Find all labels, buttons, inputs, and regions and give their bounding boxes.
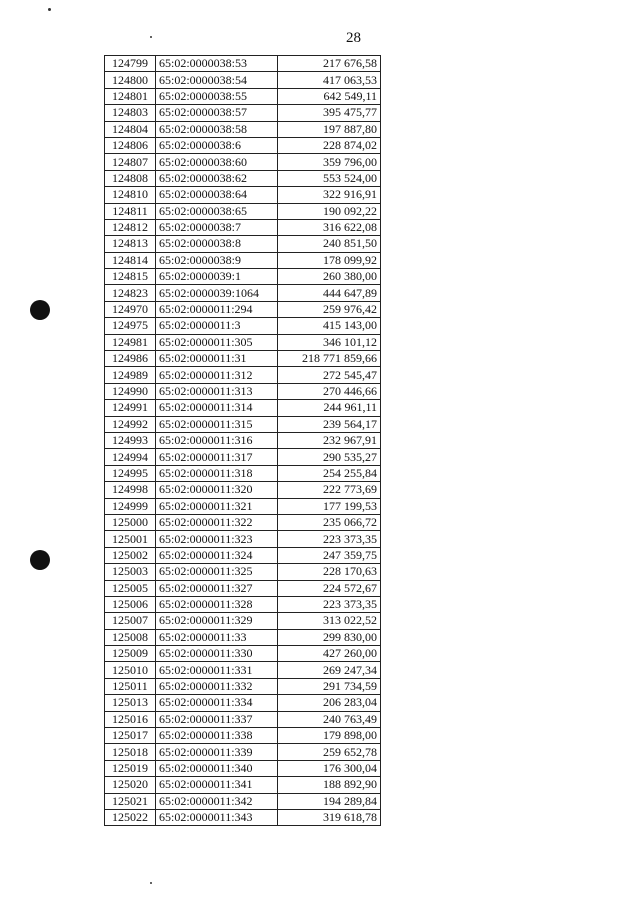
cadastral-value-cell: 259 652,78 [278,744,381,760]
scan-speck [150,36,152,38]
cadastral-value-cell: 444 647,89 [278,285,381,301]
table-row [105,744,381,760]
row-id-cell: 125020 [105,777,156,793]
table-row [105,351,381,367]
cadastral-value-table [104,55,381,826]
table-row [105,793,381,809]
cadastral-value-cell: 417 063,53 [278,72,381,88]
cadastral-value-cell: 244 961,11 [278,400,381,416]
cadastral-number-cell: 65:02:0000011:31 [156,351,278,367]
table-row [105,662,381,678]
table-row [105,678,381,694]
cadastral-value-cell: 553 524,00 [278,170,381,186]
table-row [105,498,381,514]
table-row [105,219,381,235]
row-id-cell: 124801 [105,88,156,104]
cadastral-number-cell: 65:02:0000038:53 [156,56,278,72]
cadastral-value-cell: 290 535,27 [278,449,381,465]
cadastral-number-cell: 65:02:0000038:58 [156,121,278,137]
cadastral-number-cell: 65:02:0000038:6 [156,137,278,153]
cadastral-number-cell: 65:02:0000011:3 [156,318,278,334]
table-row [105,154,381,170]
table-row [105,88,381,104]
table-row [105,564,381,580]
row-id-cell: 124810 [105,187,156,203]
cadastral-value-cell: 415 143,00 [278,318,381,334]
cadastral-value-cell: 188 892,90 [278,777,381,793]
table-row [105,56,381,72]
row-id-cell: 125013 [105,695,156,711]
cadastral-number-cell: 65:02:0000011:341 [156,777,278,793]
cadastral-value-cell: 346 101,12 [278,334,381,350]
row-id-cell: 125002 [105,547,156,563]
table-row [105,383,381,399]
table-row [105,318,381,334]
table-row [105,416,381,432]
cadastral-number-cell: 65:02:0000011:312 [156,367,278,383]
table-row [105,301,381,317]
cadastral-value-cell: 270 446,66 [278,383,381,399]
row-id-cell: 124975 [105,318,156,334]
cadastral-number-cell: 65:02:0000039:1 [156,269,278,285]
cadastral-number-cell: 65:02:0000011:343 [156,809,278,825]
cadastral-value-cell: 197 887,80 [278,121,381,137]
cadastral-value-cell: 247 359,75 [278,547,381,563]
row-id-cell: 125008 [105,629,156,645]
cadastral-value-cell: 269 247,34 [278,662,381,678]
page-number: 28 [346,30,361,46]
table-row [105,105,381,121]
table-row [105,187,381,203]
row-id-cell: 124799 [105,56,156,72]
cadastral-value-cell: 299 830,00 [278,629,381,645]
cadastral-value-cell: 240 763,49 [278,711,381,727]
cadastral-value-cell: 359 796,00 [278,154,381,170]
cadastral-value-cell: 239 564,17 [278,416,381,432]
cadastral-number-cell: 65:02:0000011:328 [156,596,278,612]
cadastral-number-cell: 65:02:0000038:62 [156,170,278,186]
row-id-cell: 125005 [105,580,156,596]
table-row [105,728,381,744]
table-row [105,613,381,629]
cadastral-value-cell: 642 549,11 [278,88,381,104]
row-id-cell: 125000 [105,514,156,530]
table-row [105,334,381,350]
row-id-cell: 124803 [105,105,156,121]
table-row [105,432,381,448]
cadastral-number-cell: 65:02:0000038:54 [156,72,278,88]
cadastral-number-cell: 65:02:0000011:329 [156,613,278,629]
row-id-cell: 125019 [105,760,156,776]
cadastral-value-cell: 228 170,63 [278,564,381,580]
table-row [105,400,381,416]
table-row [105,252,381,268]
cadastral-value-cell: 178 099,92 [278,252,381,268]
row-id-cell: 125018 [105,744,156,760]
cadastral-number-cell: 65:02:0000011:321 [156,498,278,514]
cadastral-value-cell: 260 380,00 [278,269,381,285]
cadastral-number-cell: 65:02:0000038:8 [156,236,278,252]
cadastral-value-cell: 427 260,00 [278,646,381,662]
row-id-cell: 125017 [105,728,156,744]
row-id-cell: 124995 [105,465,156,481]
table-row [105,777,381,793]
table-row [105,137,381,153]
cadastral-number-cell: 65:02:0000011:339 [156,744,278,760]
row-id-cell: 124989 [105,367,156,383]
cadastral-number-cell: 65:02:0000038:65 [156,203,278,219]
cadastral-value-cell: 206 283,04 [278,695,381,711]
cadastral-value-cell: 291 734,59 [278,678,381,694]
row-id-cell: 124806 [105,137,156,153]
row-id-cell: 124813 [105,236,156,252]
cadastral-value-cell: 177 199,53 [278,498,381,514]
row-id-cell: 125022 [105,809,156,825]
table-row [105,449,381,465]
cadastral-value-cell: 228 874,02 [278,137,381,153]
row-id-cell: 124800 [105,72,156,88]
row-id-cell: 124986 [105,351,156,367]
row-id-cell: 125006 [105,596,156,612]
row-id-cell: 124991 [105,400,156,416]
row-id-cell: 124999 [105,498,156,514]
cadastral-value-cell: 240 851,50 [278,236,381,252]
cadastral-number-cell: 65:02:0000038:57 [156,105,278,121]
row-id-cell: 124970 [105,301,156,317]
row-id-cell: 124992 [105,416,156,432]
cadastral-value-cell: 235 066,72 [278,514,381,530]
cadastral-number-cell: 65:02:0000038:60 [156,154,278,170]
table-row [105,695,381,711]
cadastral-number-cell: 65:02:0000038:9 [156,252,278,268]
cadastral-value-cell: 218 771 859,66 [278,351,381,367]
table-row [105,531,381,547]
cadastral-value-cell: 313 022,52 [278,613,381,629]
cadastral-number-cell: 65:02:0000011:294 [156,301,278,317]
cadastral-number-cell: 65:02:0000011:332 [156,678,278,694]
table-row [105,809,381,825]
cadastral-value-cell: 179 898,00 [278,728,381,744]
punch-hole-bottom [30,550,50,570]
cadastral-number-cell: 65:02:0000011:342 [156,793,278,809]
table-row [105,629,381,645]
row-id-cell: 125001 [105,531,156,547]
cadastral-value-cell: 217 676,58 [278,56,381,72]
table-row [105,580,381,596]
row-id-cell: 124993 [105,432,156,448]
cadastral-number-cell: 65:02:0000011:318 [156,465,278,481]
cadastral-number-cell: 65:02:0000011:324 [156,547,278,563]
cadastral-value-cell: 254 255,84 [278,465,381,481]
cadastral-value-cell: 223 373,35 [278,531,381,547]
row-id-cell: 124808 [105,170,156,186]
cadastral-value-cell: 395 475,77 [278,105,381,121]
row-id-cell: 124807 [105,154,156,170]
table-row [105,269,381,285]
row-id-cell: 124823 [105,285,156,301]
cadastral-number-cell: 65:02:0000038:7 [156,219,278,235]
cadastral-number-cell: 65:02:0000011:337 [156,711,278,727]
row-id-cell: 125003 [105,564,156,580]
row-id-cell: 124815 [105,269,156,285]
table-body [105,56,381,826]
cadastral-number-cell: 65:02:0000011:331 [156,662,278,678]
table-row [105,547,381,563]
cadastral-value-cell: 322 916,91 [278,187,381,203]
row-id-cell: 125010 [105,662,156,678]
row-id-cell: 125009 [105,646,156,662]
table-row [105,367,381,383]
cadastral-number-cell: 65:02:0000038:55 [156,88,278,104]
scan-speck [48,8,51,11]
cadastral-value-cell: 319 618,78 [278,809,381,825]
cadastral-value-cell: 176 300,04 [278,760,381,776]
row-id-cell: 125011 [105,678,156,694]
row-id-cell: 124804 [105,121,156,137]
row-id-cell: 125016 [105,711,156,727]
cadastral-number-cell: 65:02:0000011:327 [156,580,278,596]
table-row [105,514,381,530]
table-row [105,711,381,727]
cadastral-value-cell: 316 622,08 [278,219,381,235]
table-row [105,760,381,776]
row-id-cell: 124981 [105,334,156,350]
cadastral-number-cell: 65:02:0000011:338 [156,728,278,744]
row-id-cell: 124990 [105,383,156,399]
cadastral-number-cell: 65:02:0000011:325 [156,564,278,580]
row-id-cell: 124994 [105,449,156,465]
cadastral-number-cell: 65:02:0000011:320 [156,482,278,498]
table-row [105,121,381,137]
table-row [105,170,381,186]
cadastral-number-cell: 65:02:0000011:340 [156,760,278,776]
cadastral-number-cell: 65:02:0000011:322 [156,514,278,530]
cadastral-number-cell: 65:02:0000011:316 [156,432,278,448]
row-id-cell: 125007 [105,613,156,629]
cadastral-value-cell: 223 373,35 [278,596,381,612]
row-id-cell: 124814 [105,252,156,268]
cadastral-number-cell: 65:02:0000011:315 [156,416,278,432]
cadastral-number-cell: 65:02:0000011:305 [156,334,278,350]
row-id-cell: 124812 [105,219,156,235]
table-row [105,203,381,219]
cadastral-number-cell: 65:02:0000011:330 [156,646,278,662]
cadastral-value-cell: 224 572,67 [278,580,381,596]
table-row [105,285,381,301]
cadastral-number-cell: 65:02:0000011:33 [156,629,278,645]
cadastral-value-cell: 232 967,91 [278,432,381,448]
cadastral-number-cell: 65:02:0000011:317 [156,449,278,465]
cadastral-value-cell: 222 773,69 [278,482,381,498]
table-row [105,596,381,612]
table-row [105,482,381,498]
cadastral-value-cell: 190 092,22 [278,203,381,219]
cadastral-number-cell: 65:02:0000011:313 [156,383,278,399]
table-row [105,646,381,662]
cadastral-number-cell: 65:02:0000039:1064 [156,285,278,301]
row-id-cell: 124998 [105,482,156,498]
punch-hole-top [30,300,50,320]
row-id-cell: 125021 [105,793,156,809]
cadastral-number-cell: 65:02:0000011:314 [156,400,278,416]
table-row [105,72,381,88]
cadastral-number-cell: 65:02:0000011:334 [156,695,278,711]
row-id-cell: 124811 [105,203,156,219]
table-row [105,236,381,252]
scan-speck [150,882,152,884]
cadastral-value-cell: 259 976,42 [278,301,381,317]
cadastral-number-cell: 65:02:0000038:64 [156,187,278,203]
cadastral-value-cell: 194 289,84 [278,793,381,809]
cadastral-number-cell: 65:02:0000011:323 [156,531,278,547]
table-row [105,465,381,481]
cadastral-value-cell: 272 545,47 [278,367,381,383]
